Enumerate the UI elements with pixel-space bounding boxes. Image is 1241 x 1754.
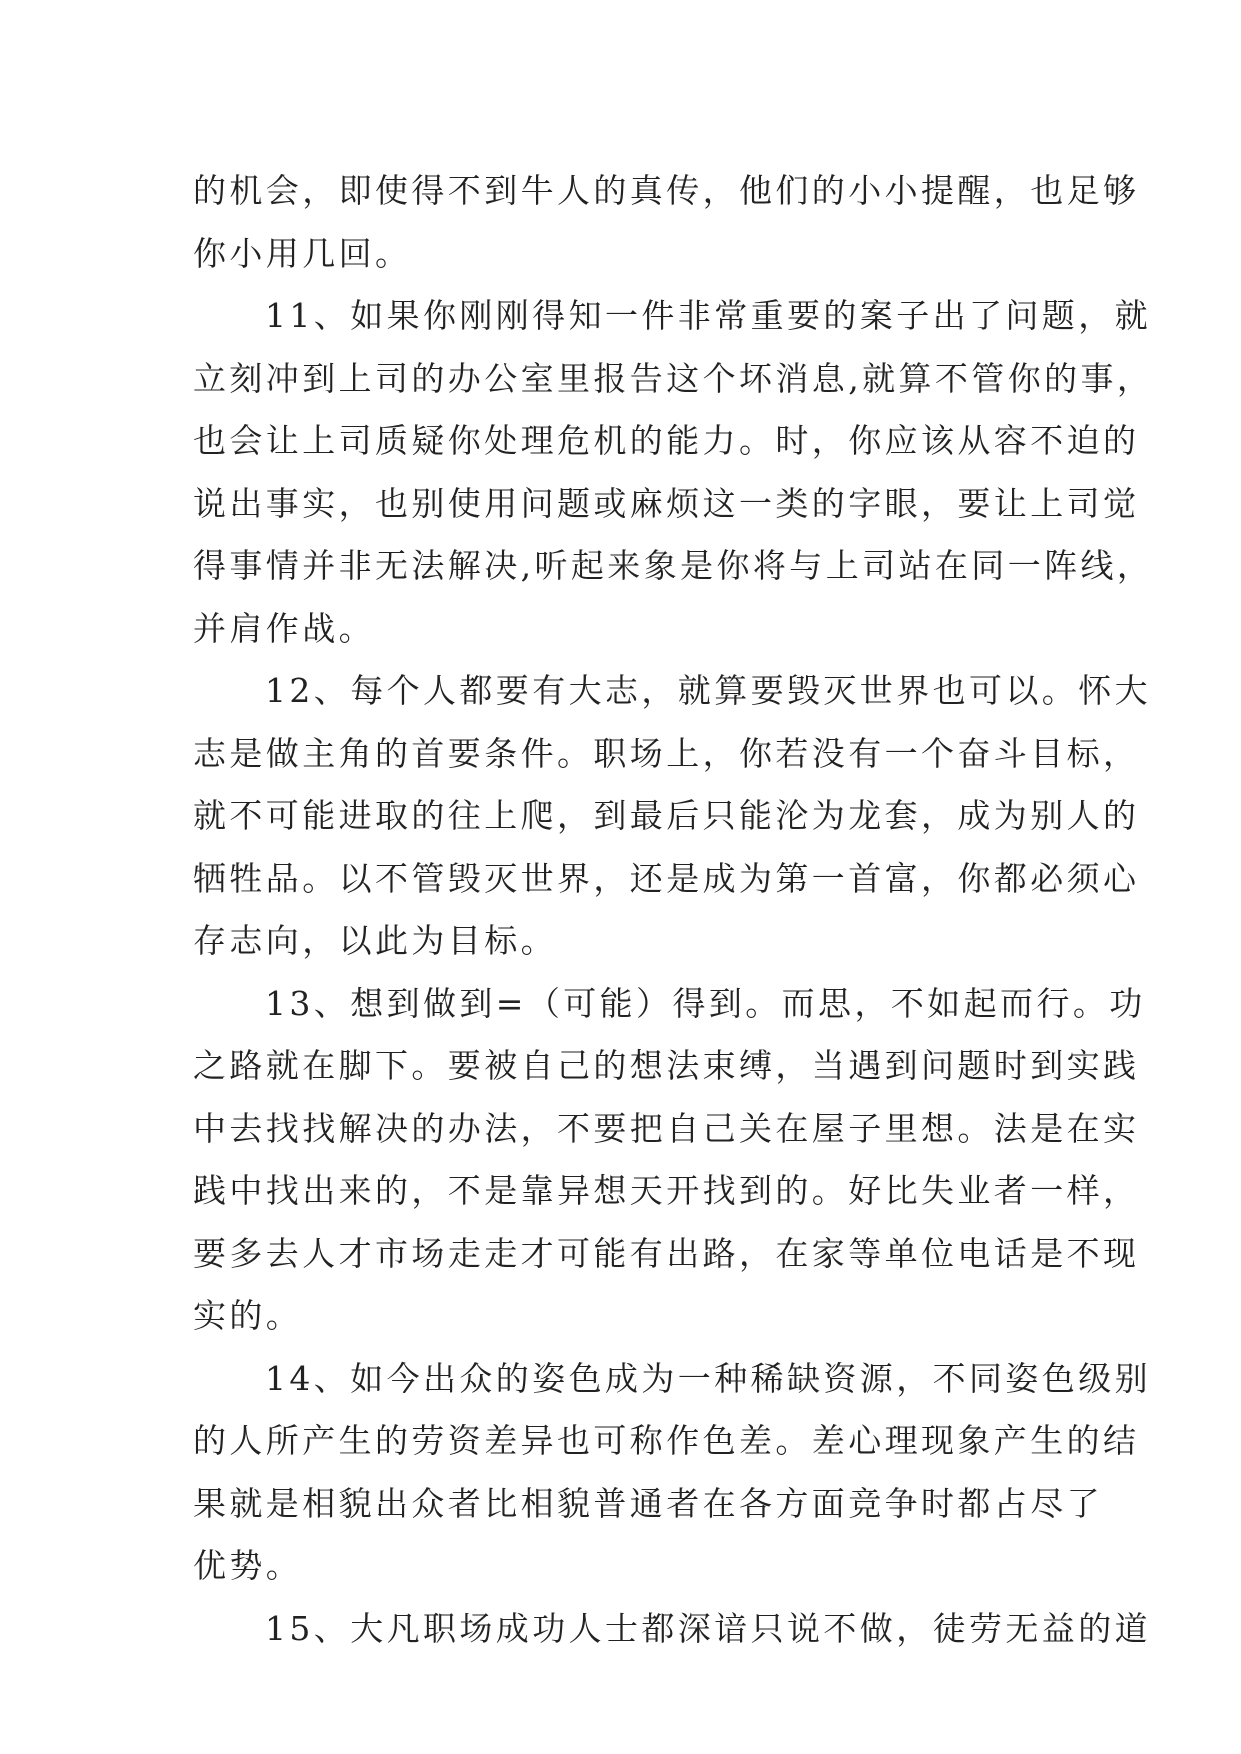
text-line: 要多去人才市场走走才可能有出路，在家等单位电话是不现 xyxy=(193,1233,1140,1273)
text-line: 的机会，即使得不到牛人的真传，他们的小小提醒，也足够 xyxy=(193,171,1140,210)
text-line: 11、如果你刚刚得知一件非常重要的案子出了问题，就 xyxy=(265,296,1151,335)
paragraph-continued xyxy=(193,160,1140,285)
text-line: 你小用几回。 xyxy=(193,233,412,273)
text-line: 之路就在脚下。要被自己的想法束缚，当遇到问题时到实践 xyxy=(193,1046,1140,1085)
text-line: 也会让上司质疑你处理危机的能力。时，你应该从容不迫的 xyxy=(193,421,1140,460)
text-line: 13、想到做到=（可能）得到。而思，不如起而行。功 xyxy=(265,983,1146,1023)
text-line: 说出事实，也别使用问题或麻烦这一类的字眼，要让上司觉 xyxy=(193,483,1140,523)
paragraph-14 xyxy=(193,1348,1151,1598)
text-line: 牺牲品。以不管毁灭世界，还是成为第一首富，你都必须心 xyxy=(193,858,1140,898)
text-line: 15、大凡职场成功人士都深谙只说不做，徒劳无益的道 xyxy=(265,1608,1151,1648)
paragraph-11 xyxy=(193,285,1154,660)
text-line: 存志向，以此为目标。 xyxy=(193,921,557,960)
text-line: 并肩作战。 xyxy=(193,608,375,648)
text-line: 实的。 xyxy=(193,1296,303,1335)
text-line: 的人所产生的劳资差异也可称作色差。差心理现象产生的结 xyxy=(193,1421,1140,1460)
text-line: 果就是相貌出众者比相貌普通者在各方面竞争时都占尽了 xyxy=(193,1483,1103,1523)
paragraph-15 xyxy=(193,1598,1151,1661)
document-body xyxy=(193,160,1154,1660)
text-line: 践中找出来的，不是靠异想天开找到的。好比失业者一样， xyxy=(193,1171,1140,1210)
text-line: 就不可能进取的往上爬，到最后只能沦为龙套，成为别人的 xyxy=(193,796,1140,835)
text-line: 志是做主角的首要条件。职场上，你若没有一个奋斗目标， xyxy=(193,733,1140,773)
text-line: 14、如今出众的姿色成为一种稀缺资源，不同姿色级别 xyxy=(265,1358,1151,1398)
text-line: 中去找找解决的办法，不要把自己关在屋子里想。法是在实 xyxy=(193,1108,1140,1148)
text-line: 立刻冲到上司的办公室里报告这个坏消息,就算不管你的事， xyxy=(193,358,1154,398)
text-line: 得事情并非无法解决,听起来象是你将与上司站在同一阵线， xyxy=(193,546,1154,585)
text-line: 优势。 xyxy=(193,1546,303,1585)
paragraph-13 xyxy=(193,973,1146,1348)
paragraph-12 xyxy=(193,660,1151,973)
text-line: 12、每个人都要有大志，就算要毁灭世界也可以。怀大 xyxy=(265,671,1151,710)
